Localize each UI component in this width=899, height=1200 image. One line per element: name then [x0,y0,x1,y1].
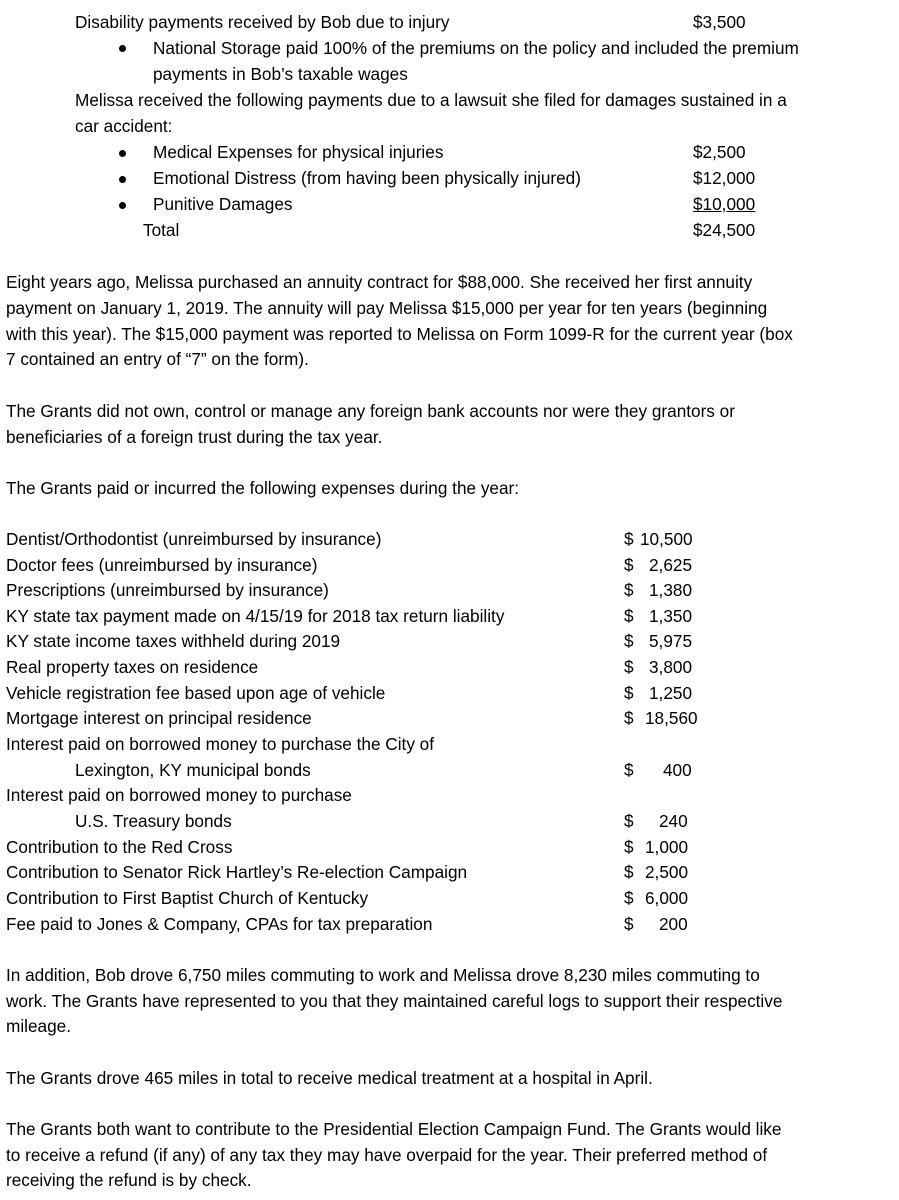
medical-miles: The Grants drove 465 miles in total to receive medical treatment at a hospital in April. [6,1068,653,1088]
expense-label: KY state income taxes withheld during 2019 [6,631,341,651]
expense-label: Vehicle registration fee based upon age of vehicle [6,683,386,703]
contribution-label: Fee paid to Jones & Company, CPAs for tax preparation [6,914,433,934]
interest-treasury-line1: Interest paid on borrowed money to purchase [6,785,352,805]
expense-currency: $ [624,555,634,575]
foreign-line2: beneficiaries of a foreign trust during the tax year. [6,427,383,447]
lawsuit-intro-line1: Melissa received the following payments due to a lawsuit she filed for damages sustained in a [75,90,787,110]
lawsuit-total-amount: $24,500 [693,220,756,240]
disability-label: Disability payments received by Bob due to injury [75,12,450,32]
contribution-currency: $ [624,888,634,908]
interest-treasury-currency: $ [624,811,634,831]
expense-amount: 1,380 [649,580,693,600]
expense-currency: $ [624,657,634,677]
annuity-line4: 7 contained an entry of “7” on the form). [6,349,309,369]
expense-label: Real property taxes on residence [6,657,259,677]
disability-note-line1: National Storage paid 100% of the premiums on the policy and included the premium [153,38,799,58]
contribution-label: Contribution to First Baptist Church of Kentucky [6,888,369,908]
expense-amount: 1,250 [649,683,693,703]
expense-currency: $ [624,529,634,549]
expense-label: Dentist/Orthodontist (unreimbursed by insurance) [6,529,382,549]
bullet-icon [119,150,126,157]
contribution-currency: $ [624,914,634,934]
expense-amount: 5,975 [649,631,693,651]
expense-currency: $ [624,683,634,703]
lawsuit-total-label: Total [143,220,180,240]
interest-treasury-line2: U.S. Treasury bonds [75,811,232,831]
disability-note-line2: payments in Bob’s taxable wages [153,64,408,84]
expense-label: Doctor fees (unreimbursed by insurance) [6,555,318,575]
contribution-currency: $ [624,837,634,857]
expense-currency: $ [624,580,634,600]
commuting-line2: work. The Grants have represented to you that they maintained careful logs to support their respective [6,991,783,1011]
annuity-line3: with this year). The $15,000 payment was reported to Melissa on Form 1099-R for the current year (box [6,324,793,344]
interest-muni-amount: 400 [663,760,692,780]
commuting-line3: mileage. [6,1016,71,1036]
annuity-line2: payment on January 1, 2019. The annuity will pay Melissa $15,000 per year for ten years (beginning [6,298,768,318]
closing-line2: to receive a refund (if any) of any tax they may have overpaid for the year. Their preferred method of [6,1145,768,1165]
lawsuit-intro-line2: car accident: [75,116,173,136]
interest-muni-currency: $ [624,760,634,780]
expense-amount: 1,350 [649,606,693,626]
bullet-icon [119,202,126,209]
contribution-currency: $ [624,862,634,882]
contribution-amount: 6,000 [645,888,689,908]
lawsuit-item-label: Punitive Damages [153,194,293,214]
contribution-amount: 2,500 [645,862,689,882]
expense-label: Prescriptions (unreimbursed by insurance) [6,580,329,600]
interest-muni-line2: Lexington, KY municipal bonds [75,760,311,780]
commuting-line1: In addition, Bob drove 6,750 miles commuting to work and Melissa drove 8,230 miles commuting to [6,965,760,985]
lawsuit-item-amount: $10,000 [693,194,756,214]
expenses-intro: The Grants paid or incurred the following expenses during the year: [6,478,520,498]
lawsuit-item-label: Emotional Distress (from having been physically injured) [153,168,581,188]
interest-muni-line1: Interest paid on borrowed money to purchase the City of [6,734,435,754]
expense-amount: 18,560 [645,708,698,728]
bullet-icon [119,45,126,52]
lawsuit-item-amount: $12,000 [693,168,756,188]
annuity-line1: Eight years ago, Melissa purchased an annuity contract for $88,000. She received her first annuity [6,272,753,292]
expense-amount: 10,500 [640,529,693,549]
expense-currency: $ [624,606,634,626]
contribution-amount: 1,000 [645,837,689,857]
disability-amount: $3,500 [693,12,746,32]
contribution-amount: 200 [659,914,688,934]
lawsuit-item-amount: $2,500 [693,142,746,162]
bullet-icon [119,176,126,183]
closing-line3: receiving the refund is by check. [6,1170,252,1190]
closing-line1: The Grants both want to contribute to the Presidential Election Campaign Fund. The Grants would like [6,1119,782,1139]
expense-amount: 3,800 [649,657,693,677]
expense-currency: $ [624,708,634,728]
lawsuit-item-label: Medical Expenses for physical injuries [153,142,444,162]
expense-currency: $ [624,631,634,651]
interest-treasury-amount: 240 [659,811,688,831]
expense-amount: 2,625 [649,555,693,575]
foreign-line1: The Grants did not own, control or manage any foreign bank accounts nor were they grantors or [6,401,735,421]
expense-label: KY state tax payment made on 4/15/19 for 2018 tax return liability [6,606,505,626]
contribution-label: Contribution to the Red Cross [6,837,233,857]
contribution-label: Contribution to Senator Rick Hartley’s Re-election Campaign [6,862,468,882]
expense-label: Mortgage interest on principal residence [6,708,312,728]
